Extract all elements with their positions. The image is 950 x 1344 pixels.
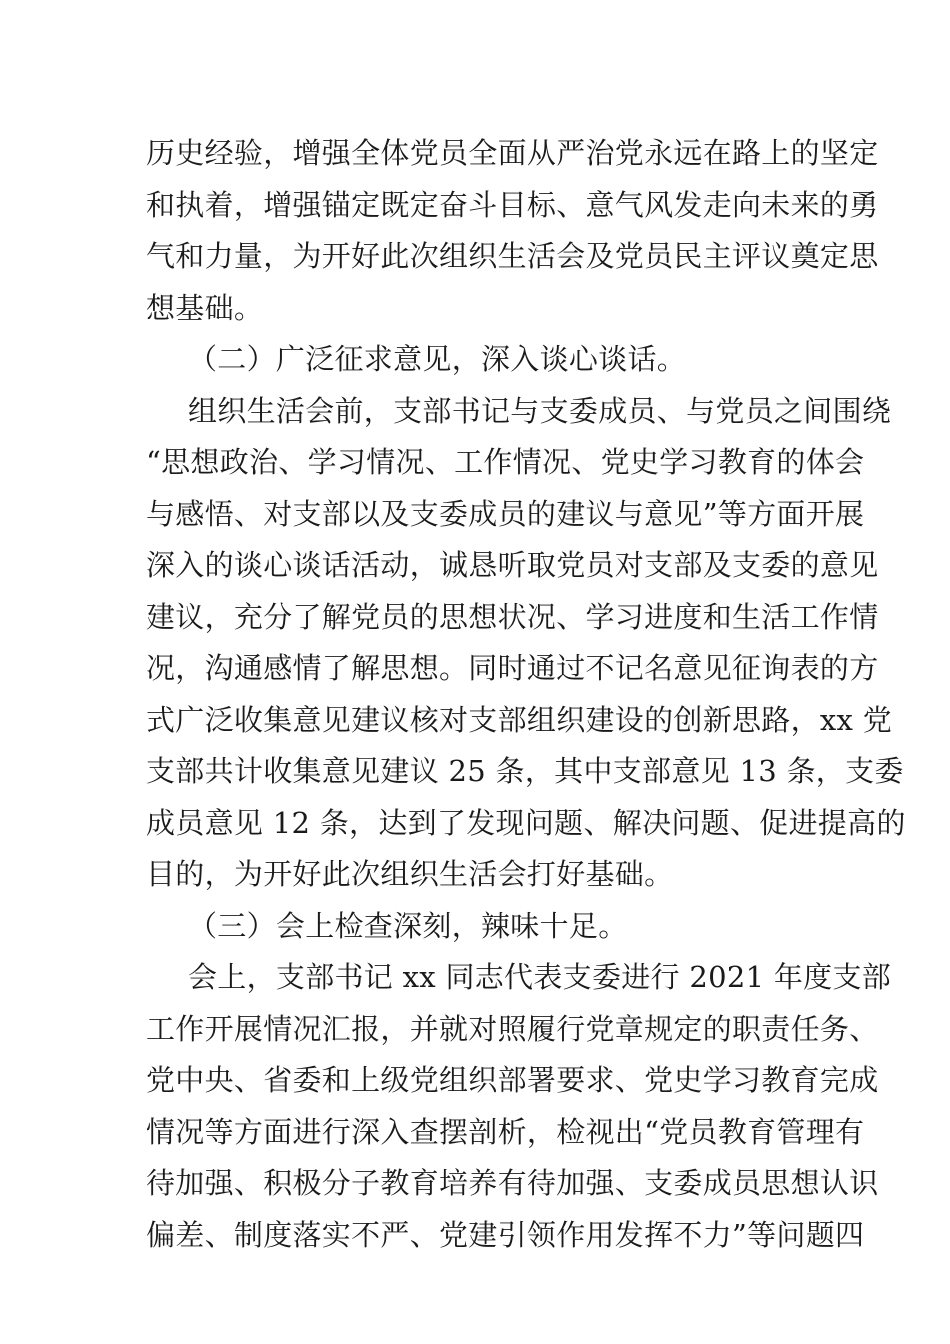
text-line: 成员意见 12 条，达到了发现问题、解决问题、促进提高的 (146, 805, 906, 840)
text-line: 偏差、制度落实不严、党建引领作用发挥不力”等问题四 (146, 1217, 865, 1252)
text-line: 会上，支部书记 xx 同志代表支委进行 2021 年度支部 (188, 960, 892, 994)
text-line: 想基础。 (146, 290, 264, 325)
text-line: 深入的谈心谈话活动，诚恳听取党员对支部及支委的意见 (146, 548, 879, 582)
text-line: 党中央、省委和上级党组织部署要求、党史学习教育完成 (146, 1063, 879, 1097)
section-heading: （二）广泛征求意见，深入谈心谈话。 (188, 342, 687, 376)
text-line: 与感悟、对支部以及支委成员的建议与意见”等方面开展 (146, 496, 865, 531)
text-line: 况，沟通感情了解思想。同时通过不记名意见征询表的方 (146, 651, 879, 685)
text-line: 工作开展情况汇报，并就对照履行党章规定的职责任务、 (146, 1011, 879, 1046)
document-body (146, 128, 906, 1261)
section-heading: （三）会上检查深刻，辣味十足。 (188, 908, 628, 943)
text-line: 和执着，增强锚定既定奋斗目标、意气风发走向未来的勇 (146, 187, 879, 222)
text-line: 组织生活会前，支部书记与支委成员、与党员之间围绕 (188, 393, 892, 428)
text-line: 历史经验，增强全体党员全面从严治党永远在路上的坚定 (146, 136, 879, 170)
text-line: 式广泛收集意见建议核对支部组织建设的创新思路，xx 党 (146, 702, 893, 737)
text-line: 情况等方面进行深入查摆剖析，检视出“党员教育管理有 (146, 1114, 865, 1149)
text-line: 待加强、积极分子教育培养有待加强、支委成员思想认识 (146, 1166, 879, 1200)
text-line: 建议，充分了解党员的思想状况、学习进度和生活工作情 (146, 599, 879, 634)
text-line: “思想政治、学习情况、工作情况、党史学习教育的体会 (146, 445, 865, 479)
text-line: 目的，为开好此次组织生活会打好基础。 (146, 857, 674, 891)
text-line: 气和力量，为开好此次组织生活会及党员民主评议奠定思 (146, 239, 879, 273)
text-line: 支部共计收集意见建议 25 条，其中支部意见 13 条，支委 (146, 754, 904, 788)
